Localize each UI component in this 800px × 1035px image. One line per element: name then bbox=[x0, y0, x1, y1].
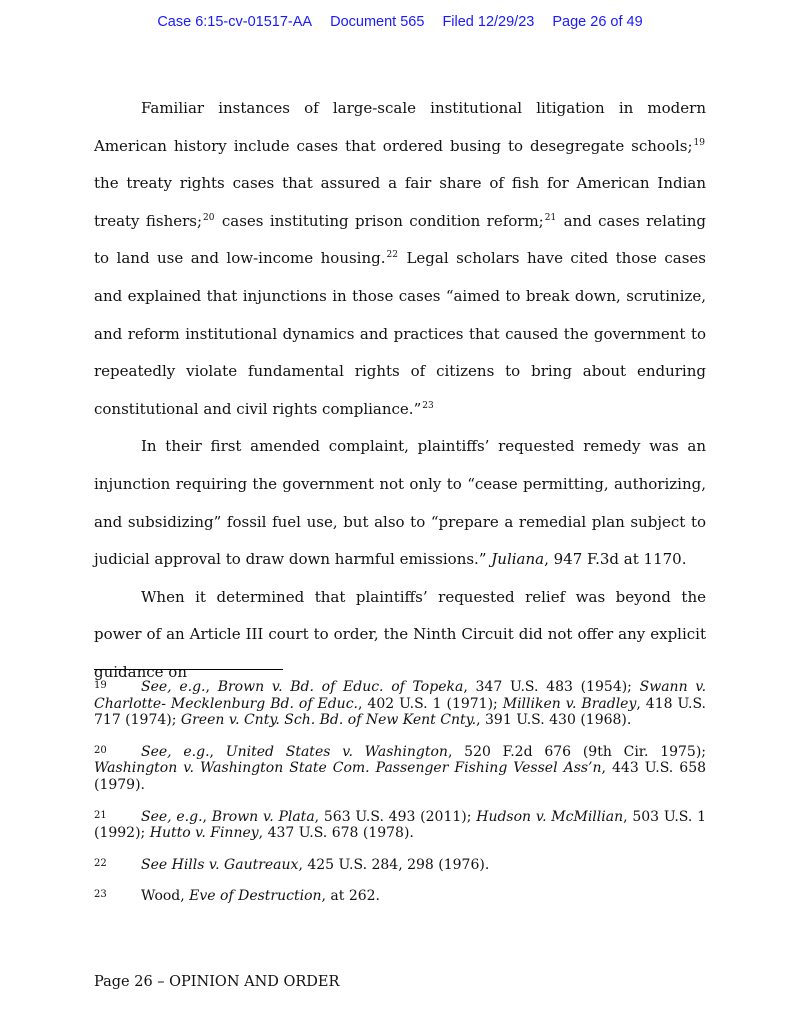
footnote-number: 21 bbox=[94, 809, 107, 821]
footnote-ref-23[interactable]: 23 bbox=[422, 400, 434, 411]
footnote-divider bbox=[94, 669, 283, 670]
footnote-ref-19[interactable]: 19 bbox=[693, 137, 705, 148]
footnote-21: 21 See, e.g., Brown v. Plata, 563 U.S. 493 (2011); Hudson v. McMillian, 503 U.S. 1 (1992); Hutto v. Finney, 437 U.S. 678 (1978). bbox=[94, 808, 707, 842]
footnote-23: 23 Wood, Eve of Destruction, at 262. bbox=[94, 888, 381, 905]
footnotes bbox=[94, 678, 706, 919]
footnote-ref-21[interactable]: 21 bbox=[544, 212, 557, 223]
footnote-ref-22[interactable]: 22 bbox=[386, 250, 398, 261]
footnote-19: 19 See, e.g., Brown v. Bd. of Educ. of Topeka, 347 U.S. 483 (1954); Swann v. Charlotte- Mecklenburg Bd. of Educ., 402 U.S. 1 (1971); Milliken v. Bradley, 418 U.S. 717 (1974); Green v. Cnty. Sch. Bd. of New Kent Cnty., 391 U.S. 430 (1968). bbox=[94, 679, 707, 729]
footnote-22: 22 See Hills v. Gautreaux, 425 U.S. 284, 298 (1976). bbox=[94, 856, 490, 873]
case-citation: Juliana bbox=[491, 550, 545, 569]
filed-date: Filed 12/29/23 bbox=[442, 14, 535, 30]
case-number: Case 6:15-cv-01517-AA bbox=[157, 14, 313, 30]
footnote-number: 22 bbox=[94, 857, 107, 869]
footnote-20: 20 See, e.g., United States v. Washington, 520 F.2d 676 (9th Cir. 1975); Washington v. Washington State Com. Passenger Fishing Vessel Ass’n, 443 U.S. 658 (1979). bbox=[94, 743, 707, 793]
paragraph-3: When it determined that plaintiffs’ requested relief was beyond the power of an Article III court to order, the Ninth Circuit did not offer any explicit guidance on bbox=[94, 587, 706, 681]
footnote-number: 20 bbox=[94, 744, 107, 756]
page-count: Page 26 of 49 bbox=[552, 14, 643, 30]
footnote-ref-20[interactable]: 20 bbox=[203, 212, 215, 223]
page-footer: Page 26 – OPINION AND ORDER bbox=[94, 974, 340, 990]
body-text bbox=[94, 90, 706, 692]
ecf-header bbox=[0, 14, 800, 30]
footnote-number: 23 bbox=[94, 889, 107, 901]
paragraph-1: Familiar instances of large-scale institutional litigation in modern American history include cases that ordered busing to desegregate schools;$^{19}$ the treaty rights cases that assured a fair share of fish for American Indian treaty fishers;$^{20}$ cases instituting prison condition reform;$^{21}$ and cases relating to land use and low-income housing.$^{22}$ Legal scholars have cited those cases and explained that injunctions in those cases “aimed to break down, scrutinize, and reform institutional dynamics and practices that caused the government to repeatedly violate fundamental rights of citizens to bring about enduring constitutional and civil rights compliance.”$^{23}$ bbox=[94, 99, 706, 418]
document-number: Document 565 bbox=[330, 14, 425, 30]
footnote-number: 19 bbox=[94, 680, 107, 691]
paragraph-2: In their first amended complaint, plaintiffs’ requested remedy was an injunction requiring the government not only to “cease permitting, authorizing, and subsidizing” fossil fuel use, but also to “prepare a remedial plan subject to judicial approval to draw down harmful emissions.” Juliana, 947 F.3d at 1170. bbox=[94, 437, 706, 569]
